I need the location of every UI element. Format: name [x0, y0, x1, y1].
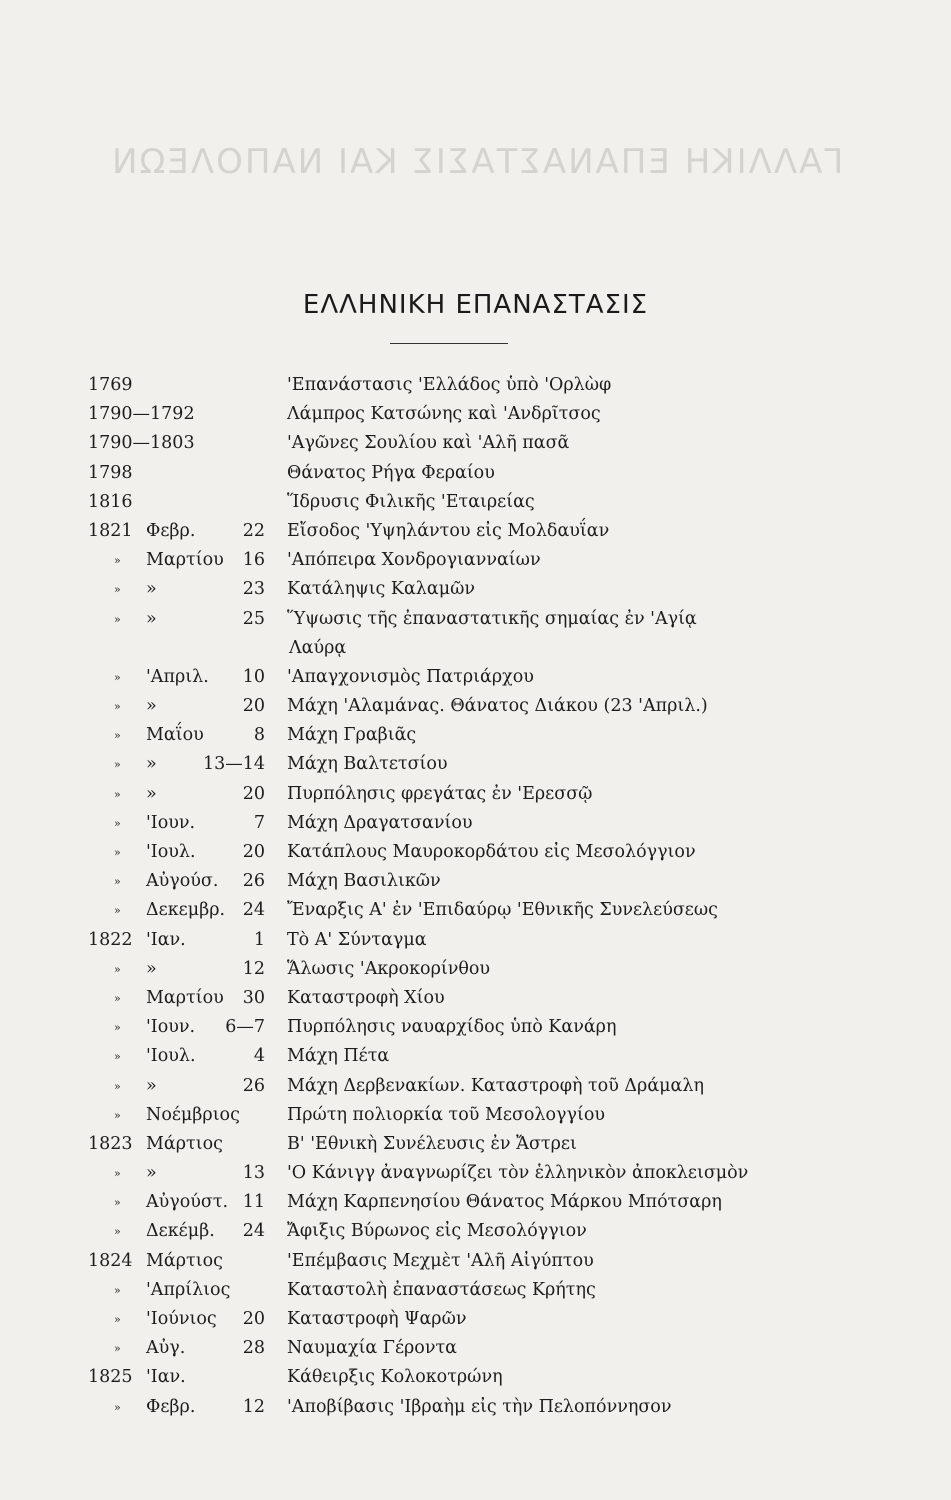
row-day: 26 — [242, 871, 265, 892]
chronology-row — [88, 838, 888, 867]
row-year: 1822 — [88, 929, 133, 950]
row-day: 20 — [242, 696, 265, 717]
chronology-row — [88, 1159, 888, 1188]
row-day: 13 — [242, 1163, 265, 1184]
ditto-mark: » — [114, 846, 121, 859]
row-year: 1825 — [88, 1367, 133, 1388]
ditto-mark: » — [114, 1313, 121, 1326]
chronology-row — [88, 371, 888, 400]
row-day: 20 — [242, 842, 265, 862]
chronology-row — [88, 750, 888, 779]
row-event: 'Απαγχονισμὸς Πατριάρχου — [287, 666, 534, 687]
row-event: Κατάπλους Μαυροκορδάτου εἰς Μεσολόγγιον — [287, 842, 696, 862]
ditto-mark: » — [114, 904, 121, 918]
ditto-mark: » — [114, 1108, 121, 1122]
title-divider — [390, 343, 508, 344]
ditto-mark: » — [114, 875, 121, 889]
row-month: » — [146, 579, 157, 600]
ditto-mark: » — [114, 1283, 121, 1297]
chronology-row — [88, 1130, 888, 1159]
chronology-row — [88, 926, 888, 955]
row-event: Μάχη 'Αλαμάνας. Θάνατος Διάκου (23 'Απριλ.) — [287, 696, 708, 717]
row-event: Ἵδρυσις Φιλικῆς 'Εταιρείας — [287, 491, 535, 512]
row-event: Μάχη Βαλτετσίου — [287, 754, 448, 775]
row-month: » — [146, 696, 157, 717]
row-event: 'Επανάστασις 'Ελλάδος ὑπὸ 'Ορλὼφ — [287, 375, 612, 395]
row-month: Μάρτιος — [146, 1250, 223, 1271]
chronology-row — [88, 896, 888, 925]
row-day: 22 — [242, 520, 265, 541]
ditto-mark: » — [114, 758, 121, 772]
row-day: 20 — [242, 783, 265, 804]
chronology-row — [88, 429, 888, 458]
chronology-row — [88, 1072, 888, 1101]
ditto-mark: » — [114, 1050, 121, 1064]
row-event: Ναυμαχία Γέροντα — [287, 1338, 457, 1359]
row-event: Β' 'Εθνικὴ Συνέλευσις ἐν Ἄστρει — [287, 1133, 577, 1154]
row-day: 25 — [242, 608, 265, 629]
row-month: 'Ιουν. — [146, 1017, 196, 1038]
chronology-row — [88, 517, 888, 546]
row-event: Καταστροφὴ Ψαρῶν — [287, 1309, 467, 1329]
page-title: ΕΛΛΗΝΙΚΗ ΕΠΑΝΑΣΤΑΣΙΣ — [302, 290, 649, 320]
row-event: Λαύρᾳ — [289, 637, 347, 658]
row-month: Φεβρ. — [146, 520, 196, 541]
row-month: » — [146, 1075, 157, 1096]
row-event: Μάχη Γραβιᾶς — [287, 725, 417, 746]
chronology-row — [88, 1247, 888, 1276]
row-month: 'Ιαν. — [146, 1367, 186, 1388]
ditto-mark: » — [114, 1400, 121, 1414]
chronology-row — [88, 459, 888, 488]
row-day: 12 — [242, 958, 265, 979]
row-day: 6—7 — [225, 1017, 265, 1038]
ditto-mark: » — [114, 583, 121, 597]
row-event: Μάχη Καρπενησίου Θάνατος Μάρκου Μπότσαρη — [287, 1192, 722, 1213]
row-day: 1 — [253, 929, 265, 950]
chronology-row — [88, 634, 888, 663]
row-year: 1769 — [88, 375, 133, 395]
chronology-row — [88, 1334, 888, 1363]
chronology-row — [88, 400, 888, 429]
row-event: Πρώτη πολιορκία τοῦ Μεσολογγίου — [287, 1104, 606, 1125]
row-event: Ἔναρξις Α' ἐν 'Επιδαύρῳ 'Εθνικῆς Συνελεύσεως — [287, 900, 718, 921]
chronology-row — [88, 1013, 888, 1042]
row-month: 'Ιουλ. — [146, 842, 196, 862]
row-event: 'Αποβίβασις 'Ιβραὴμ εἰς τὴν Πελοπόννησον — [287, 1396, 672, 1417]
row-month: Αὐγούσ. — [146, 871, 219, 892]
row-month: Δεκεμβρ. — [146, 900, 226, 921]
row-month: Δεκέμβ. — [146, 1221, 215, 1242]
row-day: 28 — [242, 1338, 265, 1359]
row-month: » — [146, 783, 157, 804]
ditto-mark: » — [114, 670, 121, 684]
ditto-mark: » — [114, 612, 121, 626]
row-year: 1824 — [88, 1250, 133, 1271]
chronology-row — [88, 663, 888, 692]
row-month: » — [146, 754, 157, 775]
row-year: 1798 — [88, 462, 133, 483]
chronology-row — [88, 955, 888, 984]
row-day: 4 — [253, 1046, 265, 1067]
row-month: Νοέμβριος — [146, 1104, 240, 1125]
row-event: Τὸ Α' Σύνταγμα — [287, 929, 427, 950]
row-month: 'Ιουν. — [146, 812, 196, 833]
row-event: Θάνατος Ρήγα Φεραίου — [287, 462, 495, 483]
row-month: 'Απριλ. — [146, 666, 209, 687]
chronology-row — [88, 984, 888, 1013]
row-event: Κάθειρξις Κολοκοτρώνη — [287, 1367, 503, 1388]
row-month: Μάρτιος — [146, 1133, 223, 1154]
row-event: Ὕψωσις τῆς ἐπαναστατικῆς σημαίας ἐν 'Αγίᾳ — [287, 608, 697, 629]
row-month: Μαρτίου — [146, 987, 224, 1008]
ditto-mark: » — [114, 816, 121, 830]
chronology-row — [88, 1188, 888, 1217]
row-event: Μάχη Δερβενακίων. Καταστροφὴ τοῦ Δράμαλη — [287, 1075, 704, 1096]
row-day: 12 — [242, 1396, 265, 1417]
chronology-row — [88, 1217, 888, 1246]
row-year: 1790—1803 — [88, 433, 195, 454]
row-month: Μαρτίου — [146, 550, 224, 571]
chronology-row — [88, 1363, 888, 1392]
row-day: 10 — [242, 666, 265, 687]
row-day: 23 — [242, 579, 265, 600]
row-month: » — [146, 958, 157, 979]
row-month: Μαΐου — [146, 725, 204, 746]
row-month: Αὐγούστ. — [146, 1192, 229, 1213]
chronology-row — [88, 605, 888, 634]
row-event: Καταστροφὴ Χίου — [287, 987, 445, 1008]
row-event: Κατάληψις Καλαμῶν — [287, 579, 475, 600]
row-day: 24 — [242, 900, 265, 921]
row-day: 30 — [242, 987, 265, 1008]
chronology-row — [88, 488, 888, 517]
row-month: » — [146, 1163, 157, 1184]
row-month: » — [146, 608, 157, 629]
ditto-mark: » — [114, 700, 121, 714]
bleed-through-heading: ΓΑΛΛΙΚΗ ΕΠΑΝΑΣΤΑΣΙΣ ΚΑΙ ΝΑΠΟΛΕΩΝ — [110, 142, 844, 182]
row-event: 'Αγῶνες Σουλίου καὶ 'Αλῆ πασᾶ — [287, 433, 570, 454]
row-month: 'Ιαν. — [146, 929, 186, 950]
chronology-row — [88, 1101, 888, 1130]
row-event: Εἴσοδος 'Υψηλάντου εἰς Μολδαυΐαν — [287, 520, 610, 541]
row-day: 26 — [242, 1075, 265, 1096]
row-event: Πυρπόλησις ναυαρχίδος ὑπὸ Κανάρη — [287, 1017, 617, 1038]
row-event: Μάχη Δραγατσανίου — [287, 812, 473, 833]
ditto-mark: » — [114, 787, 121, 801]
chronology-row — [88, 546, 888, 575]
row-month: Φεβρ. — [146, 1396, 196, 1417]
ditto-mark: » — [114, 1342, 121, 1356]
row-month: 'Ιουλ. — [146, 1046, 196, 1067]
row-day: 20 — [242, 1309, 265, 1329]
chronology-row — [88, 780, 888, 809]
ditto-mark: » — [114, 1225, 121, 1239]
chronology-row — [88, 809, 888, 838]
chronology-row — [88, 1042, 888, 1071]
ditto-mark: » — [114, 991, 121, 1005]
row-day: 7 — [253, 812, 265, 833]
row-event: Λάμπρος Κατσώνης καὶ 'Ανδρῖτσος — [287, 404, 601, 425]
row-day: 11 — [242, 1192, 265, 1213]
chronology-row — [88, 1276, 888, 1305]
chronology-row — [88, 575, 888, 604]
row-event: 'Επέμβασις Μεχμὲτ 'Αλῆ Αἰγύπτου — [287, 1250, 594, 1271]
row-event: Καταστολὴ ἐπαναστάσεως Κρήτης — [287, 1279, 596, 1300]
row-month: 'Ιούνιος — [146, 1309, 217, 1329]
row-year: 1816 — [88, 491, 133, 512]
row-event: Μάχη Πέτα — [287, 1046, 390, 1067]
row-year: 1821 — [88, 520, 133, 541]
row-month: 'Απρίλιος — [146, 1279, 231, 1300]
row-event: Πυρπόλησις φρεγάτας ἐν 'Ερεσσῷ — [287, 783, 593, 804]
row-day: 13—14 — [202, 754, 265, 775]
chronology-row — [88, 1393, 888, 1422]
ditto-mark: » — [114, 729, 121, 743]
chronology-row — [88, 692, 888, 721]
row-day: 24 — [242, 1221, 265, 1242]
ditto-mark: » — [114, 962, 121, 976]
row-event: 'Ο Κάνιγγ ἀναγνωρίζει τὸν ἑλληνικὸν ἀποκλεισμὸν — [287, 1163, 749, 1184]
ditto-mark: » — [114, 1167, 121, 1181]
row-event: 'Απόπειρα Χονδρογιανναίων — [287, 550, 541, 571]
row-day: 8 — [253, 725, 265, 746]
ditto-mark: » — [114, 1079, 121, 1093]
row-event: Ἅλωσις 'Ακροκορίνθου — [287, 958, 491, 979]
row-year: 1790—1792 — [88, 404, 195, 425]
ditto-mark: » — [114, 1021, 121, 1035]
row-event: Μάχη Βασιλικῶν — [287, 871, 441, 892]
chronology-row — [88, 867, 888, 896]
row-month: Αὐγ. — [146, 1338, 186, 1359]
chronology-row — [88, 721, 888, 750]
row-year: 1823 — [88, 1133, 133, 1154]
row-day: 16 — [242, 550, 265, 571]
ditto-mark: » — [114, 1196, 121, 1210]
ditto-mark: » — [114, 554, 121, 568]
row-event: Ἄφιξις Βύρωνος εἰς Μεσολόγγιον — [287, 1221, 587, 1242]
chronology-table — [88, 371, 888, 1422]
chronology-row — [88, 1305, 888, 1334]
